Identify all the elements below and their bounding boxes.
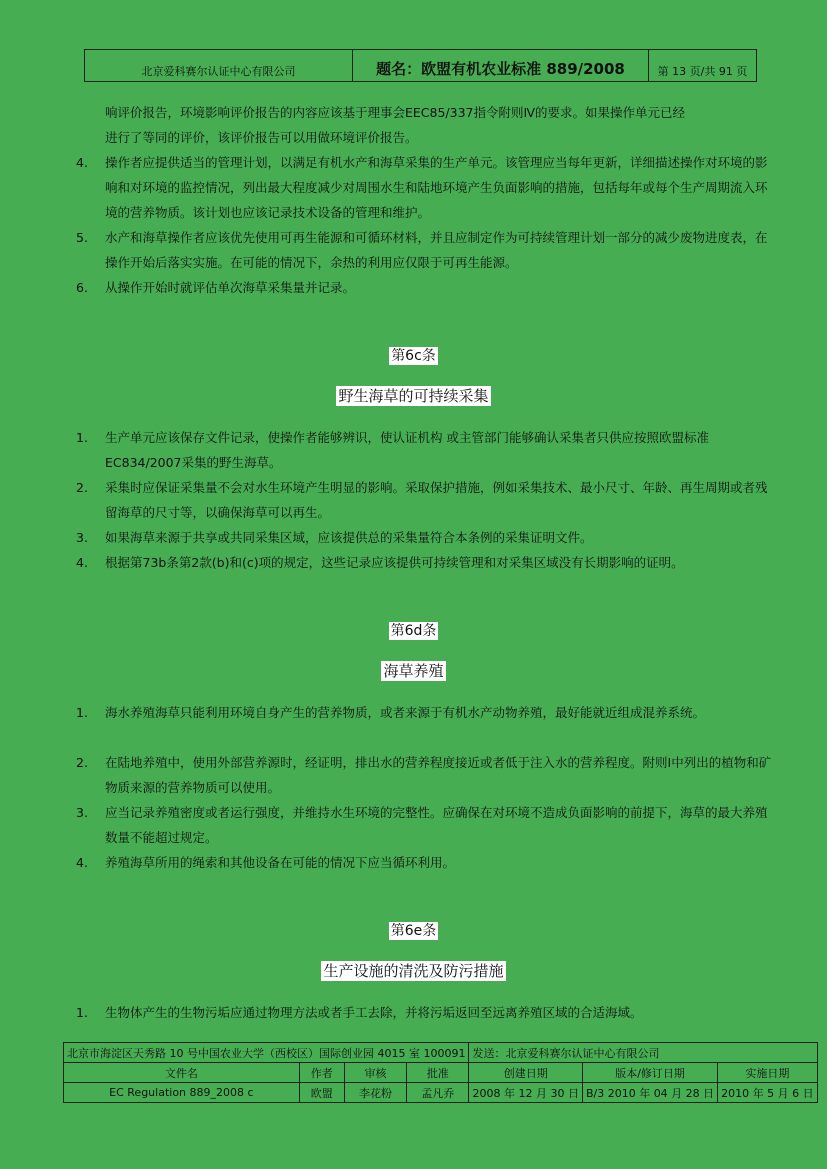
list-item	[76, 850, 776, 875]
footer-header-cell: 审核	[344, 1063, 406, 1083]
list-text: 采集时应保证采集量不会对水生环境产生明显的影响。采取保护措施，例如采集技术、最小尺寸、年龄、再生周期或者残留海草的尺寸等，以确保海草可以再生。	[105, 480, 768, 520]
list-number: 4.	[76, 555, 88, 570]
list-item	[76, 225, 776, 275]
footer-header-cell: 文件名	[64, 1063, 300, 1083]
list-number: 6.	[76, 280, 88, 295]
list-number: 1.	[76, 1005, 88, 1020]
list-number: 3.	[76, 805, 88, 820]
list-number: 2.	[76, 480, 88, 495]
section-6d-title: 海草养殖	[383, 662, 444, 680]
document-footer-table	[63, 1042, 818, 1103]
list-text: 生物体产生的生物污垢应通过物理方法或者手工去除，并将污垢返回至远离养殖区域的合适海域。	[105, 1005, 643, 1020]
header-company: 北京爱科赛尔认证中心有限公司	[85, 50, 353, 81]
list-text: 根据第73b条第2款(b)和(c)项的规定，这些记录应该提供可持续管理和对采集区域没有长期影响的证明。	[105, 555, 684, 570]
section-6d-heading: 第6d条	[390, 623, 437, 639]
list-item	[76, 1000, 776, 1025]
list-number: 4.	[76, 855, 88, 870]
section-6e-title: 生产设施的清洗及防污措施	[323, 962, 504, 980]
intro-line-1: 响评价报告，环境影响评价报告的内容应该基于理事会EEC85/337指令附则Ⅳ的要求。如果操作单元已经	[105, 105, 686, 120]
list-text: 海水养殖海草只能利用环境自身产生的营养物质，或者来源于有机水产动物养殖，最好能就近组成混养系统。	[105, 705, 706, 720]
list-item	[76, 425, 776, 475]
footer-value-cell: 欧盟	[299, 1083, 344, 1103]
list-item	[76, 750, 776, 800]
list-text: 如果海草来源于共享或共同采集区域，应该提供总的采集量符合本条例的采集证明文件。	[105, 530, 593, 545]
header-page-number: 第 13 页/共 91 页	[657, 65, 748, 78]
list-text: 从操作开始时就评估单次海草采集量并记录。	[105, 280, 356, 295]
list-text: 养殖海草所用的绳索和其他设备在可能的情况下应当循环利用。	[105, 855, 456, 870]
footer-header-cell: 作者	[299, 1063, 344, 1083]
list-item	[76, 275, 776, 300]
footer-value-cell: 2010 年 5 月 6 日	[718, 1083, 817, 1103]
list-number: 4.	[76, 155, 88, 170]
intro-line-2: 进行了等同的评价，该评价报告可以用做环境评价报告。	[105, 130, 418, 145]
list-number: 5.	[76, 230, 88, 245]
footer-header-cell: 批准	[407, 1063, 469, 1083]
list-text: 水产和海草操作者应该优先使用可再生能源和可循环材料，并且应制定作为可持续管理计划一部分的减少废物进度表，在操作开始后落实实施。在可能的情况下，余热的利用应仅限于可再生能源。	[105, 230, 768, 270]
footer-issuer: 发送：北京爱科赛尔认证中心有限公司	[469, 1043, 817, 1063]
section-6e-heading: 第6e条	[390, 923, 437, 939]
footer-address: 北京市海淀区天秀路 10 号中国农业大学（西校区）国际创业园 4015 室 100091	[64, 1043, 469, 1063]
footer-value-cell: 2008 年 12 月 30 日	[469, 1083, 582, 1103]
list-number: 1.	[76, 705, 88, 720]
footer-header-cell: 版本/修订日期	[582, 1063, 717, 1083]
footer-header-cell: 创建日期	[469, 1063, 582, 1083]
section-6c-heading: 第6c条	[391, 348, 436, 364]
list-text: 在陆地养殖中，使用外部营养源时，经证明，排出水的营养程度接近或者低于注入水的营养程度。附则Ⅰ中列出的植物和矿物质来源的营养物质可以使用。	[105, 755, 772, 795]
list-item	[76, 150, 776, 225]
list-number: 3.	[76, 530, 88, 545]
list-number: 1.	[76, 430, 88, 445]
list-text: 生产单元应该保存文件记录，使操作者能够辨识，使认证机构 或主管部门能够确认采集者只供应按照欧盟标准EC834/2007采集的野生海草。	[105, 430, 709, 470]
header-title: 题名：欧盟有机农业标准 889/2008	[353, 50, 649, 81]
footer-value-cell: 李花粉	[344, 1083, 406, 1103]
list-text: 应当记录养殖密度或者运行强度，并维持水生环境的完整性。应确保在对环境不造成负面影响的前提下，海草的最大养殖数量不能超过规定。	[105, 805, 768, 845]
list-item	[76, 800, 776, 850]
list-number: 2.	[76, 755, 88, 770]
footer-value-cell: B/3 2010 年 04 月 28 日	[582, 1083, 717, 1103]
list-item	[76, 700, 776, 725]
footer-value-cell: 孟凡乔	[407, 1083, 469, 1103]
section-6c-title: 野生海草的可持续采集	[338, 387, 489, 405]
list-item	[76, 525, 776, 550]
footer-header-cell: 实施日期	[718, 1063, 817, 1083]
list-item	[76, 550, 776, 575]
list-item	[76, 475, 776, 525]
page-header	[84, 49, 757, 82]
list-text: 操作者应提供适当的管理计划，以满足有机水产和海草采集的生产单元。该管理应当每年更新，详细描述操作对环境的影响和对环境的监控情况，列出最大程度减少对周围水生和陆地环境产生负面影响的措施，包括每年或每个生产周期流入环境的营养物质。该计划也应该记录技术设备的管理和维护。	[105, 155, 768, 220]
footer-value-cell: EC Regulation 889_2008 c	[64, 1083, 300, 1103]
